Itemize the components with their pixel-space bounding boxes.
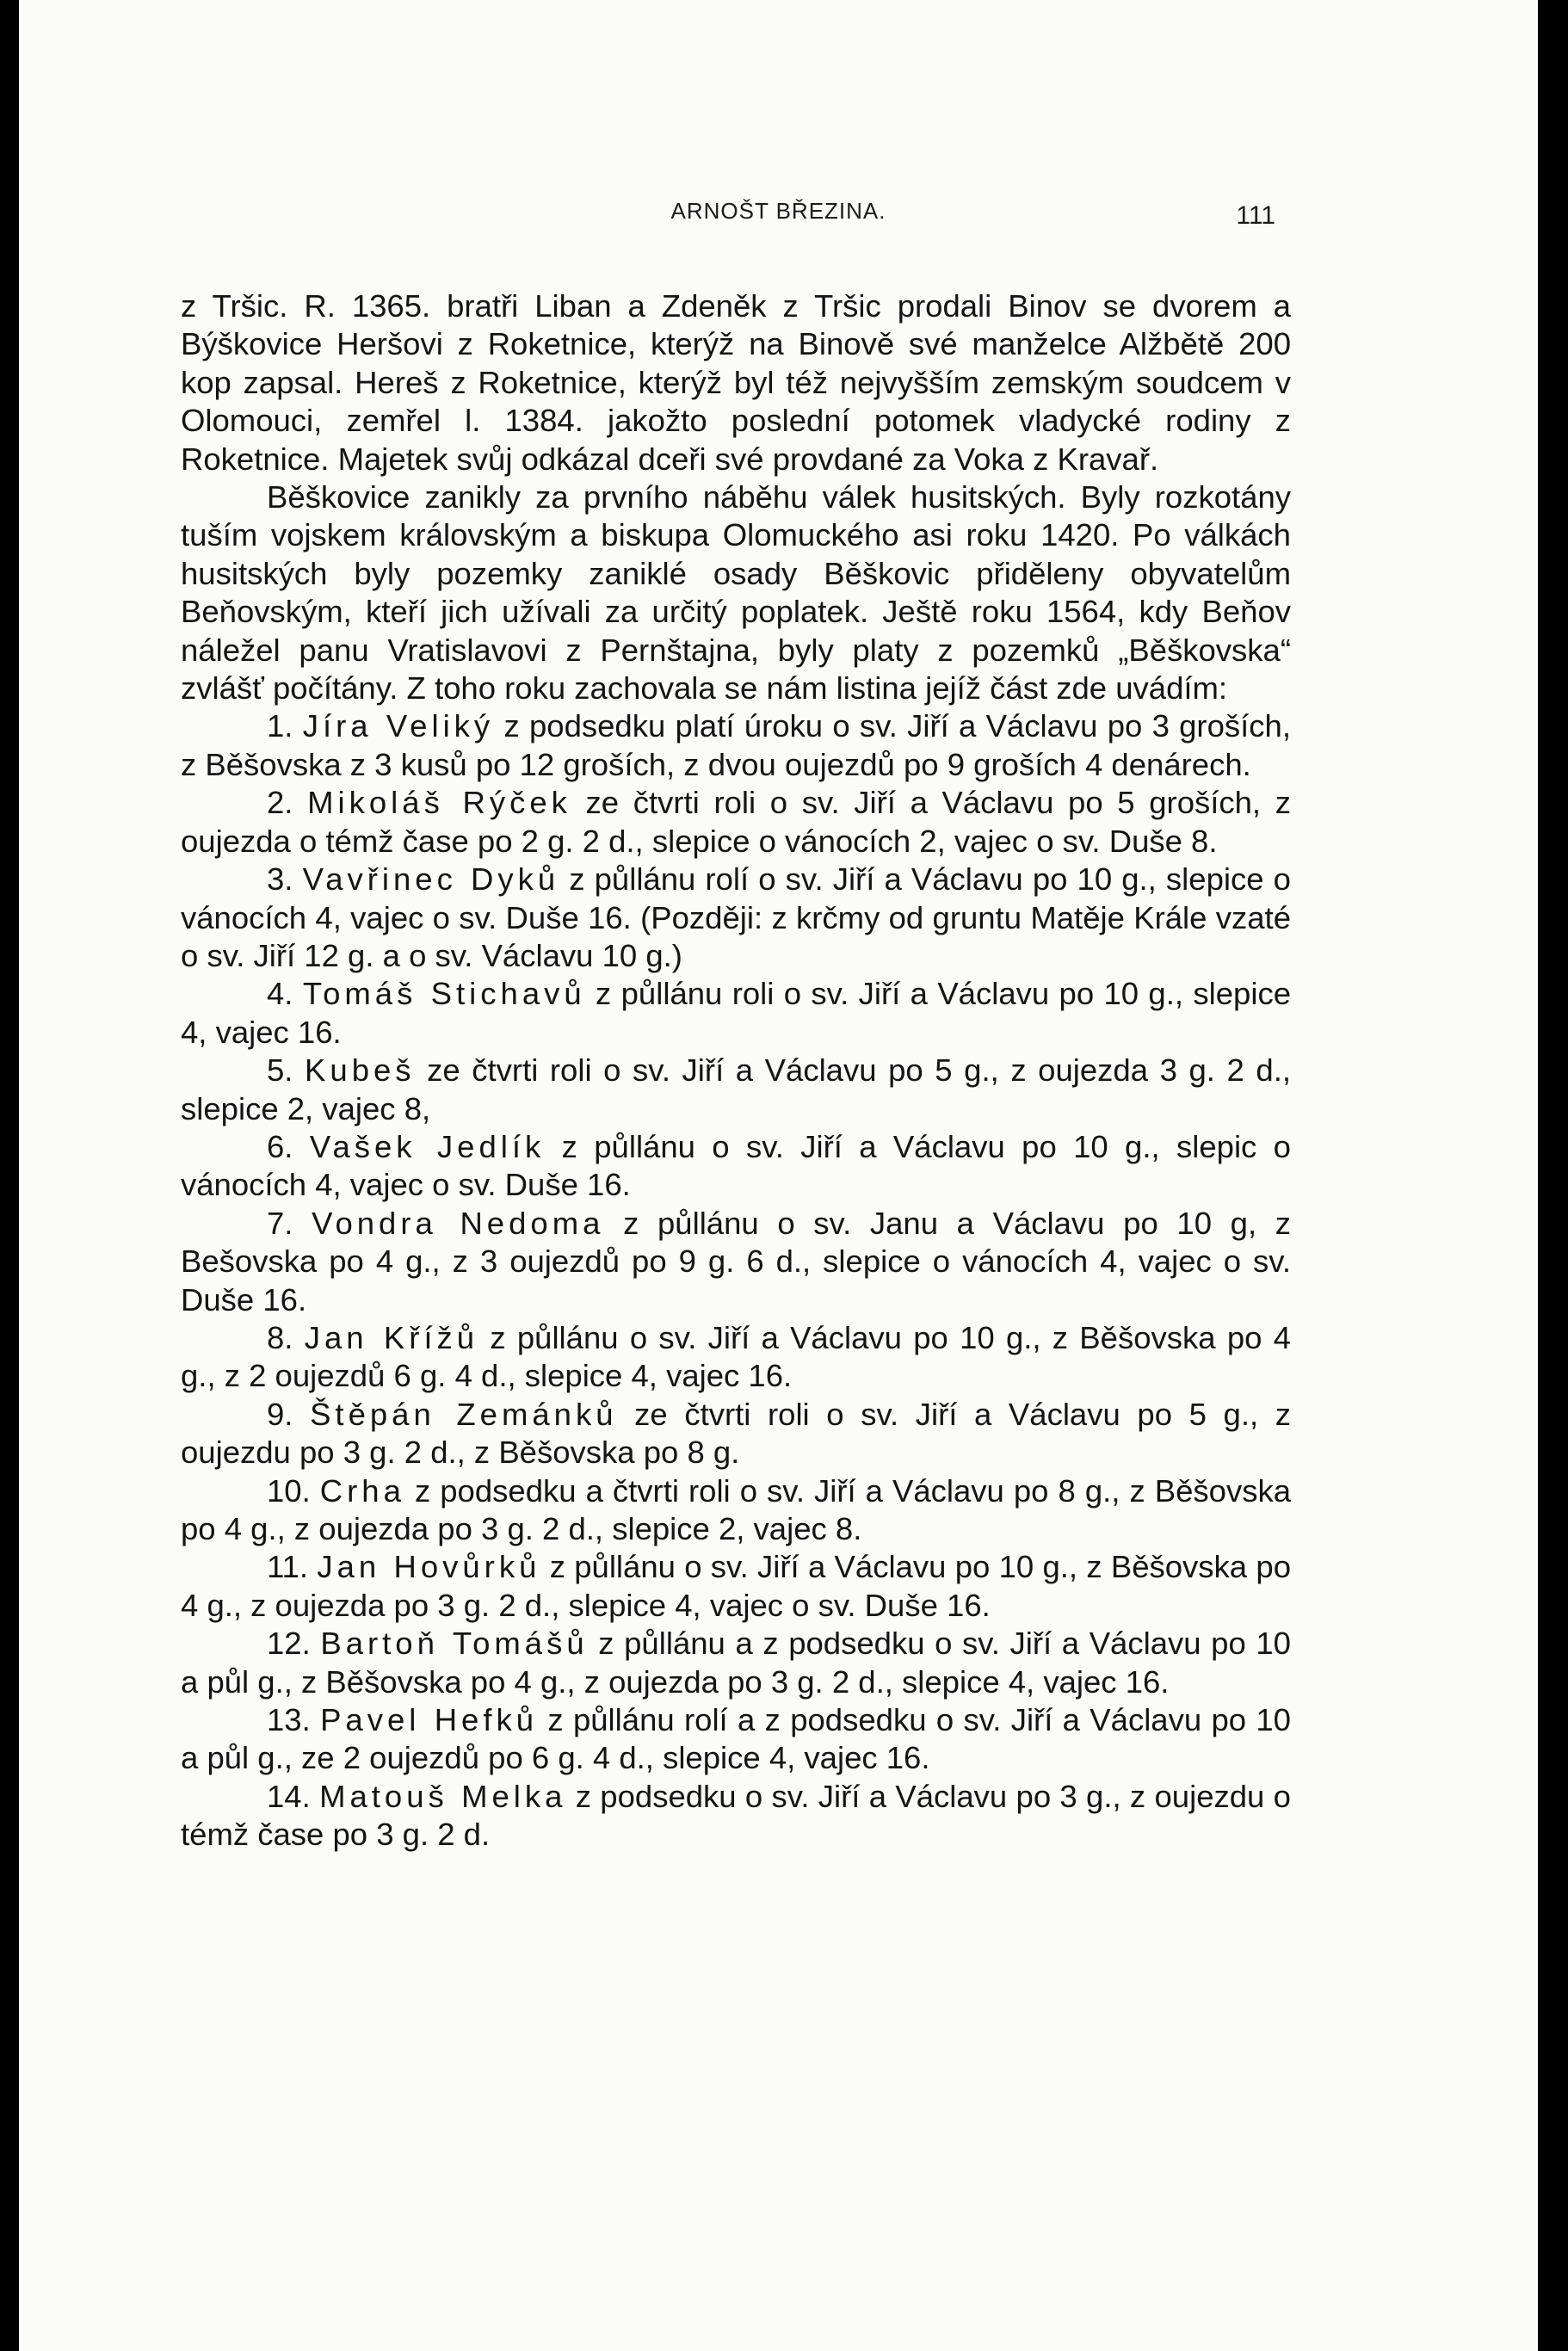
entry-text: ze čtvrti roli o sv. Jiří a Václavu po 5 g., z oujezda 3 g. 2 d., slepice 2, vajec 8,: [181, 1052, 1291, 1126]
entry-text: z půllánu roli o sv. Jiří a Václavu po 10 g., slepice 4, vajec 16.: [181, 976, 1291, 1050]
entry-number: 7.: [267, 1205, 293, 1241]
entry-text: z podsedku o sv. Jiří a Václavu po 3 g., z oujezdu o témž čase po 3 g. 2 d.: [181, 1778, 1291, 1853]
paragraph: Běškovice zanikly za prvního náběhu válek husitských. Byly rozkotány tuším vojskem královským a biskupa Olomuckého asi roku 1420. Po válkách husitských byly pozemky zaniklé osady Běškovic přiděleny obyvatelům Beňovským, kteří jich užívali za určitý poplatek. Ještě roku 1564, kdy Beňov náležel panu Vratislavovi z Pernštajna, byly platy z pozemků „Běškovska“ zvlášť počítány. Z toho roku zachovala se nám listina jejíž část zde uvádím:: [181, 479, 1291, 707]
entry: [181, 1052, 1291, 1128]
entry-text: z půllánu o sv. Jiří a Václavu po 10 g., slepic o vánocích 4, vajec o sv. Duše 16.: [181, 1128, 1291, 1203]
entry: [181, 1548, 1291, 1625]
entry-number: 14.: [267, 1778, 311, 1814]
entry-name: Vondra Nedoma: [312, 1205, 605, 1241]
entry-number: 10.: [267, 1472, 311, 1509]
entry: [181, 1472, 1291, 1549]
entry-text: z půllánu rolí o sv. Jiří a Václavu po 10 g., slepice o vánocích 4, vajec o sv. Duše 16. (Později: z krčmy od gruntu Matěje Krále vzaté o sv. Jiří 12 g. a o sv. Václavu 10 g.): [181, 861, 1291, 973]
entry: [181, 1319, 1291, 1396]
entry-name: Crha: [319, 1472, 405, 1509]
entry-text: z půllánu o sv. Janu a Václavu po 10 g, z Bešovska po 4 g., z 3 oujezdů po 9 g. 6 d., slepice o vánocích 4, vajec o sv. Duše 16.: [181, 1205, 1291, 1317]
entry-text: z půllánu o sv. Jiří a Václavu po 10 g., z Běšovska po 4 g., z 2 oujezdů 6 g. 4 d., slepice 4, vajec 16.: [181, 1319, 1291, 1394]
entry: [181, 1625, 1291, 1701]
entry-name: Matouš Melka: [319, 1778, 567, 1814]
entry-name: Jan Hovůrků: [317, 1549, 541, 1585]
entry: [181, 1701, 1291, 1778]
entry: [181, 975, 1291, 1052]
entry-number: 2.: [267, 785, 293, 821]
body-text: [181, 287, 1291, 1854]
entry: [181, 784, 1291, 861]
entry-number: 8.: [267, 1319, 293, 1355]
entry-text: ze čtvrti roli o sv. Jiří a Václavu po 5 groších, z oujezda o témž čase po 2 g. 2 d., slepice o vánocích 2, vajec o sv. Duše 8.: [181, 785, 1291, 859]
entry-name: Vavřinec Dyků: [302, 861, 560, 898]
entry-text: z půllánu o sv. Jiří a Václavu po 10 g., z Běšovska po 4 g., z oujezda po 3 g. 2 d., slepice 4, vajec o sv. Duše 16.: [181, 1549, 1291, 1623]
entry-name: Jan Křížů: [304, 1319, 479, 1355]
entry: [181, 1205, 1291, 1319]
entry-text: z podsedku platí úroku o sv. Jiří a Václavu po 3 groších, z Běšovska z 3 kusů po 12 groších, z dvou oujezdů po 9 groších 4 denárech.: [181, 708, 1291, 782]
entry-number: 6.: [267, 1128, 293, 1164]
entry-name: Bartoň Tomášů: [320, 1626, 589, 1662]
entry-name: Štěpán Zemánků: [310, 1396, 618, 1432]
entry: [181, 1396, 1291, 1472]
entry: [181, 1128, 1291, 1205]
page-header: [19, 198, 1538, 232]
page-number: 111: [1236, 201, 1275, 230]
entry-name: Kubeš: [305, 1052, 416, 1089]
entry-name: Vašek Jedlík: [309, 1128, 546, 1164]
entry-number: 3.: [267, 861, 293, 898]
entry: [181, 707, 1291, 784]
entry-name: Pavel Hefků: [320, 1702, 539, 1738]
entry-number: 11.: [267, 1549, 309, 1585]
entry-number: 4.: [267, 976, 293, 1012]
paper-sheet: [19, 0, 1538, 2351]
entry: [181, 861, 1291, 975]
entry-number: 13.: [267, 1702, 311, 1738]
entry-text: z podsedku a čtvrti roli o sv. Jiří a Václavu po 8 g., z Běšovska po 4 g., z oujezda po 3 g. 2 d., slepice 2, vajec 8.: [181, 1472, 1291, 1546]
entry-text: z půllánu rolí a z podsedku o sv. Jiří a Václavu po 10 a půl g., ze 2 oujezdů po 6 g. 4 d., slepice 4, vajec 16.: [181, 1702, 1291, 1776]
entry-name: Mikoláš Rýček: [307, 785, 571, 821]
paragraph: z Tršic. R. 1365. bratři Liban a Zdeněk z Tršic prodali Binov se dvorem a Býškovice Heršovi z Roketnice, kterýž na Binově své manželce Alžbětě 200 kop zapsal. Hereš z Roketnice, kterýž byl též nejvyšším zemským soudcem v Olomouci, zemřel l. 1384. jakožto poslední potomek vladycké rodiny z Roketnice. Majetek svůj odkázal dceři své provdané za Voka z Kravař.: [181, 288, 1291, 477]
entry-name: Tomáš Stichavů: [302, 976, 586, 1012]
entry-text: z půllánu a z podsedku o sv. Jiří a Václavu po 10 a půl g., z Běšovska po 4 g., z oujezda po 3 g. 2 d., slepice 4, vajec 16.: [181, 1626, 1291, 1700]
entry-number: 12.: [267, 1626, 311, 1662]
entry-number: 9.: [267, 1396, 293, 1432]
entry-number: 1.: [267, 708, 293, 744]
entry-number: 5.: [267, 1052, 293, 1089]
running-head: ARNOŠT BŘEZINA.: [670, 198, 886, 224]
entry: [181, 1778, 1291, 1854]
entry-name: Jíra Veliký: [302, 708, 495, 744]
entry-text: ze čtvrti roli o sv. Jiří a Václavu po 5 g., z oujezdu po 3 g. 2 d., z Běšovska po 8 g.: [181, 1396, 1291, 1471]
